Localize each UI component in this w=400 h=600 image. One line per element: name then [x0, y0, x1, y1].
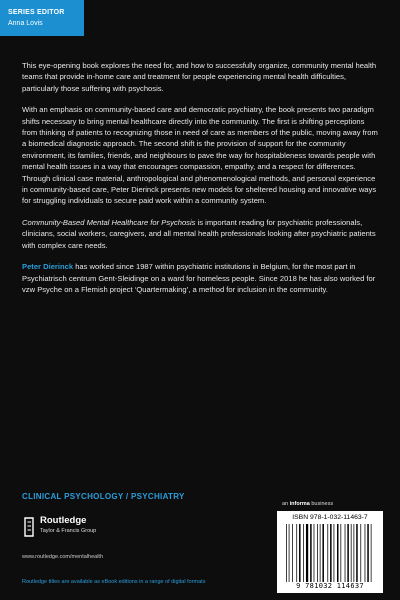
barcode-bar — [289, 524, 290, 582]
barcode-bar — [371, 524, 372, 582]
barcode-bar — [334, 524, 335, 582]
barcode-bar — [299, 524, 301, 582]
barcode-bar — [354, 524, 355, 582]
book-title: Community-Based Mental Healthcare for Psychosis — [22, 217, 196, 227]
informa-brand: informa — [289, 501, 310, 507]
barcode-bars — [284, 524, 376, 582]
author-bio-text: has worked since 1987 within psychiatric institutions in Belgium, for the most part in Psychiatrisch centrum Gent-Sleidinge on a ward for homeless people. Since 2018 he has also worked for vzw Psyche on a Flemish project ‘Quartermaking’, a method for inclusion in the community. — [22, 262, 376, 294]
subject-category: CLINICAL PSYCHOLOGY / PSYCHIATRY — [22, 492, 185, 501]
barcode-bar — [303, 524, 304, 582]
publisher-name: Routledge — [40, 515, 87, 526]
barcode-bar — [367, 524, 369, 582]
author-bio — [22, 261, 380, 295]
series-editor-title: SERIES EDITOR — [8, 9, 65, 16]
blurb-paragraph-3 — [22, 217, 380, 251]
barcode-bar — [292, 524, 293, 582]
series-editor-name: Anna Lovis — [8, 20, 43, 27]
publisher-tagline: Taylor & Francis Group — [40, 528, 97, 534]
barcode-bar — [360, 524, 361, 582]
barcode-bar — [296, 524, 297, 582]
barcode-bar — [356, 524, 358, 582]
barcode-bar — [286, 524, 287, 582]
isbn-label: ISBN 978-1-032-11463-7 — [292, 514, 368, 521]
blurb — [22, 60, 380, 305]
barcode-bar — [345, 524, 346, 582]
barcode-bar — [314, 524, 315, 582]
informa-prefix: an — [282, 501, 290, 507]
author-name: Peter Dierinck — [22, 262, 74, 272]
barcode-bar — [310, 524, 312, 582]
barcode-bar — [317, 524, 318, 582]
informa-suffix: business — [309, 501, 334, 507]
blurb-paragraph-2: With an emphasis on community-based care and democratic psychiatry, the book presents two paradigm shifts necessary to bring mental healthcare directly into the community. The first is shifting perceptions from thinking of patients to recognizing those in need of care as members of the public, moving away from a biomedical diagnostic approach. The second shift is the provision of support for the community environment, its families, friends, and neighbours to pave the way for hospitableness towards people with mental health issues in a way that encourages compassion, empathy, and a respect for differences. Through clinical case material, anthropological and phenomenological methods, and personal experience in community-based care, Peter Dierinck presents new models for sheltered housing and innovative ways for struggling individuals to secure paid work within a community system. — [22, 105, 378, 206]
routledge-logo-icon — [22, 517, 36, 537]
barcode-bar — [365, 524, 366, 582]
blurb-paragraph-3-text: is important reading for psychiatric professionals, clinicians, social workers, caregivers, and all mental health professionals looking after psychiatric patients with complex care needs. — [22, 217, 376, 250]
barcode-bar — [306, 524, 308, 582]
barcode-bar — [330, 524, 332, 582]
ebook-note: Routledge titles are available as eBook editions in a range of digital formats — [22, 579, 206, 585]
informa-line — [282, 501, 333, 507]
barcode-box — [277, 511, 383, 593]
barcode-bar — [337, 524, 339, 582]
barcode-bar — [351, 524, 352, 582]
publisher-website[interactable]: www.routledge.com/mentalhealth — [22, 554, 104, 560]
barcode-bar — [322, 524, 324, 582]
barcode-bar — [320, 524, 321, 582]
blurb-paragraph-1: This eye-opening book explores the need for, and how to successfully organize, community mental health teams that provide in-home care and treatment for people experiencing mental health difficulties, particularly those suffering with psychosis. — [22, 61, 377, 93]
series-editor-box — [0, 0, 84, 36]
barcode-number: 9 781032 114637 — [296, 582, 364, 590]
barcode-bar — [340, 524, 341, 582]
barcode-bar — [327, 524, 328, 582]
barcode-bar — [347, 524, 349, 582]
